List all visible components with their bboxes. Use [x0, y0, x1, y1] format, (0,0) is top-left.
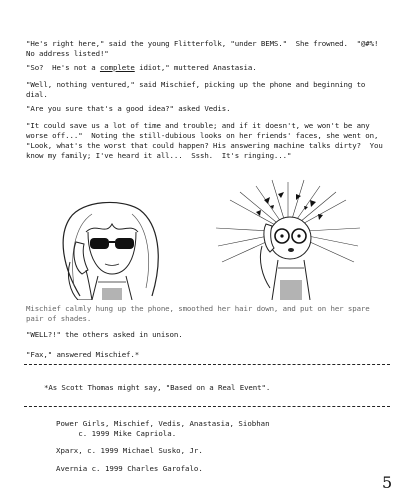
page-number: 5 — [382, 473, 393, 492]
dashed-divider-bottom — [24, 406, 390, 407]
credit-line-3: Xparx, c. 1999 Michael Susko, Jr. — [56, 446, 203, 455]
underlined-word: complete — [99, 63, 135, 72]
story-paragraph-6: Mischief calmly hung up the phone, smoothed her hair down, and put on her spare pair of shades. — [26, 304, 374, 323]
para2-start: "So? He's not a — [26, 63, 100, 72]
story-paragraph-3: "Well, nothing ventured," said Mischief, picking up the phone and beginning to dial. — [26, 80, 370, 99]
story-paragraph-8: "Fax," answered Mischief.* — [26, 350, 140, 359]
para2-end: idiot," muttered Anastasia. — [134, 63, 257, 72]
story-paragraph-1: "He's right here," said the young Flitterfolk, "under BEMS." She frowned. "@#%! No address listed!" — [26, 39, 388, 58]
credit-line-4: Avernia c. 1999 Charles Garofalo. — [56, 464, 203, 473]
footnote: *As Scott Thomas might say, "Based on a Real Event". — [44, 383, 271, 392]
story-paragraph-7: "WELL?!" the others asked in unison. — [26, 330, 183, 339]
mischief-phone-illustration — [40, 196, 190, 300]
story-paragraph-2 — [26, 63, 386, 73]
credit-line-2: c. 1999 Mike Capriola. — [56, 429, 177, 438]
dashed-divider-top — [24, 364, 390, 365]
startled-mischief-illustration — [208, 176, 368, 300]
story-paragraph-4: "Are you sure that's a good idea?" asked Vedis. — [26, 104, 231, 113]
story-paragraph-5: "It could save us a lot of time and trouble; and if it doesn't, we won't be any worse off..." Noting the still-dubious looks on her friends' faces, she went on, "Look, what's the worst that could happen? His answering machine talks dirty? You know my family; I've heard it all... Sssh. It's ringing..." — [26, 121, 388, 160]
credit-line-1: Power Girls, Mischief, Vedis, Anastasia, Siobhan — [56, 419, 270, 428]
